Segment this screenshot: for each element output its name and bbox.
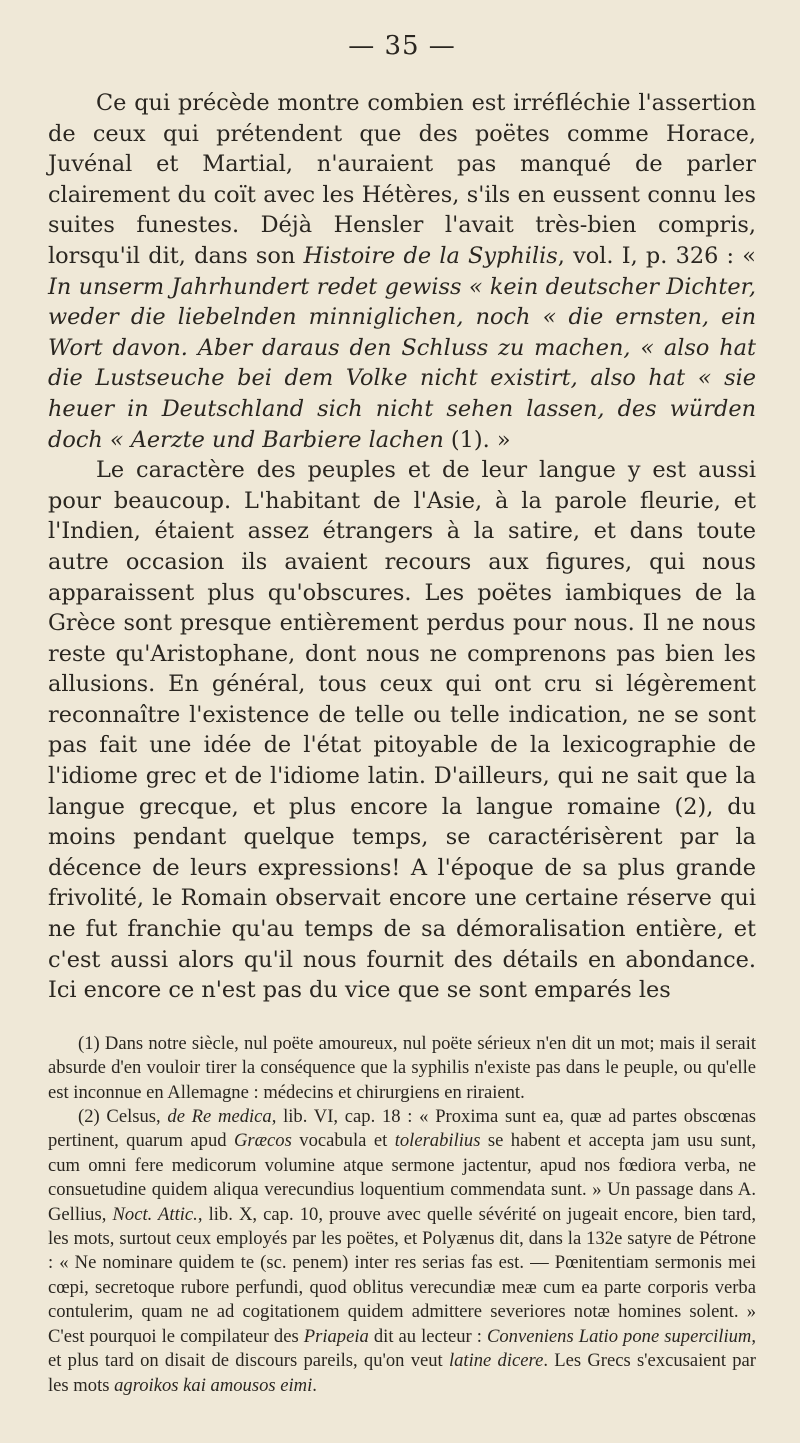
- footnote-2-part: , et plus tard on disait de discours pareils, qu'on veut: [48, 1325, 756, 1372]
- footnote-2-italic: Conveniens Latio pone supercilium: [486, 1325, 752, 1347]
- footnote-2-part: , lib. X, cap. 10, prouve avec quelle sévérité on jugeait encore, bien tard, les mots, surtout ceux employés par les poëtes, et Polyænus dit, dans la 132e satyre de Pétrone : « Ne nominare quidem te (sc. penem) inter res serias fas est. — Pœnitentiam sermonis mei cœpi, secretoque rubore perfundi, quod oblitus verecundiæ meæ cum ea parte corporis verba contulerim, quam ne ad cogitationem quidem admittere severiores notæ homines solent. » C'est pourquoi le compilateur des: [48, 1203, 756, 1347]
- footnote-2-italic: Noct. Attic.: [112, 1203, 198, 1225]
- footnotes: [48, 1032, 756, 1398]
- quote-end: (1). »: [450, 426, 511, 453]
- footnote-2-part: vocabula et: [299, 1130, 388, 1152]
- footnote-2: [48, 1105, 756, 1398]
- footnote-2-italic: agroikos kai amousos eimi: [114, 1374, 313, 1396]
- footnote-2-italic: Priapeia: [303, 1325, 369, 1347]
- footnote-2-part: . Les Grecs s'excusaient par les mots: [48, 1350, 756, 1396]
- book-title: Histoire de la Syphilis: [303, 242, 558, 269]
- footnote-2-part: se habent et accepta jam usu sunt, cum omni fere medicorum volumine atque sermone jactentur, apud nos fœdiora verba, ne consuetudine quidem aliqua verecundius loquentium commendata sunt. » Un passage dans A. Gellius,: [48, 1130, 756, 1225]
- paragraph-1: [48, 88, 756, 455]
- paragraph-1-text: Ce qui précède montre combien est irréfléchie l'assertion de ceux qui prétendent que des poëtes comme Horace, Juvénal et Martial, n'auraient pas manqué de parler clairement du coït avec les Hétères, s'ils en eussent connu les suites funestes. Déjà Hensler l'avait très-bien compris, lorsqu'il dit, dans son: [48, 90, 756, 269]
- german-quote: In unserm Jahrhundert redet gewiss « kein deutscher Dichter, weder die liebelnden minniglichen, noch « die ernsten, ein Wort davon. Aber daraus den Schluss zu machen, « also hat die Lustseuche bei dem Volke nicht existirt, also hat « sie heuer in Deutschland sich nicht sehen lassen, des würden doch « Aerzte und Barbiere lachen: [48, 273, 756, 453]
- book-reference: , vol. I, p. 326 : «: [557, 242, 756, 269]
- footnote-1: (1) Dans notre siècle, nul poëte amoureux, nul poëte sérieux n'en dit un mot; mais il serait absurde d'en vouloir tirer la conséquence que la syphilis n'existe pas dans le peuple, ou qu'elle est inconnue en Allemagne : médecins et chirurgiens en riraient.: [48, 1032, 756, 1103]
- main-text: [48, 88, 756, 1006]
- footnote-2-part: (2) Celsus,: [78, 1106, 161, 1128]
- paragraph-2: Le caractère des peuples et de leur langue y est aussi pour beaucoup. L'habitant de l'Asie, à la parole fleurie, et l'Indien, étaient assez étrangers à la satire, et dans toute autre occasion ils avaient recours aux figures, qui nous apparaissent plus qu'obscures. Les poëtes iambiques de la Grèce sont presque entièrement perdus pour nous. Il ne nous reste qu'Aristophane, dont nous ne comprenons pas bien les allusions. En général, tous ceux qui ont cru si légèrement reconnaître l'existence de telle ou telle indication, ne se sont pas fait une idée de l'état pitoyable de la lexicographie de l'idiome grec et de l'idiome latin. D'ailleurs, qui ne sait que la langue grecque, et plus encore la langue romaine (2), du moins pendant quelque temps, se caractérisèrent par la décence de leurs expressions! A l'époque de sa plus grande frivolité, le Romain observait encore une certaine réserve qui ne fut franchie qu'au temps de sa démoralisation entière, et c'est aussi alors qu'il nous fournit des détails en abondance. Ici encore ce n'est pas du vice que se sont emparés les: [48, 457, 756, 1004]
- footnote-2-part: dit au lecteur :: [373, 1325, 482, 1347]
- footnote-2-part: .: [312, 1374, 317, 1396]
- page-number: — 35 —: [348, 31, 456, 61]
- footnote-2-italic: tolerabilius: [394, 1130, 481, 1152]
- footnote-2-italic: Græcos: [233, 1130, 292, 1152]
- footnote-2-title: de Re medica: [167, 1106, 272, 1128]
- footnote-2-italic: latine dicere: [448, 1350, 544, 1372]
- footnote-2-part: , lib. VI, cap. 18 : « Proxima sunt ea, quæ ad partes obscœnas pertinent, quarum apud: [48, 1106, 756, 1152]
